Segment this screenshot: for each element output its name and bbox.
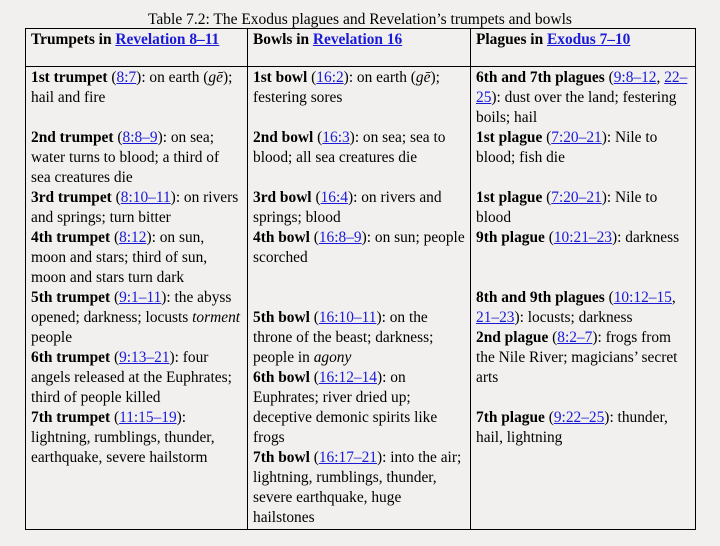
header-cell-trumpets	[26, 29, 248, 67]
entry-trumpet-1: 1st trumpet (8:7): on earth (gē); hail and fire	[31, 69, 233, 106]
entry-label: 2nd trumpet	[31, 129, 114, 146]
entry-trumpet-4: 4th trumpet (8:12): on sun, moon and stars; third of sun, moon and stars turn dark	[31, 229, 208, 286]
verse-link[interactable]: 7:20–21	[551, 189, 602, 206]
spacer	[253, 108, 465, 128]
entry-text: : lightning, rumblings, thunder, earthquake, severe hailstorm	[31, 409, 215, 466]
entry-trumpet-7: 7th trumpet (11:15–19): lightning, rumblings, thunder, earthquake, severe hailstorm	[31, 409, 215, 466]
header-prefix: Trumpets in	[31, 31, 116, 48]
entry-plagues-8-9: 8th and 9th plagues (10:12–15, 21–23): locusts; darkness	[476, 289, 676, 326]
header-link-revelation-8-11[interactable]: Revelation 8–11	[115, 31, 220, 48]
entry-text: : dust over the land; festering boils; hail	[476, 89, 677, 126]
entry-label: 1st plague	[476, 129, 543, 146]
entry-bowl-4: 4th bowl (16:8–9): on sun; people scorched	[253, 229, 465, 266]
entry-label: 1st bowl	[253, 69, 308, 86]
entry-label: 7th plague	[476, 409, 545, 426]
entry-text: : frogs from the Nile River; magicians’ secret arts	[476, 329, 678, 386]
verse-link[interactable]: 7:20–21	[551, 129, 602, 146]
plagues-table	[25, 28, 696, 530]
verse-link[interactable]: 16:3	[322, 129, 350, 146]
table-caption: Table 7.2: The Exodus plagues and Revelation’s trumpets and bowls	[148, 11, 572, 28]
entry-trumpet-3: 3rd trumpet (8:10–11): on rivers and springs; turn bitter	[31, 189, 239, 226]
verse-link[interactable]: 16:12–14	[318, 369, 378, 386]
spacer	[476, 268, 690, 288]
entry-label: 7th trumpet	[31, 409, 111, 426]
entry-text: : darkness	[617, 229, 680, 246]
spacer	[253, 168, 465, 188]
entry-text: : thunder, hail, lightning	[476, 409, 668, 446]
entry-bowl-2: 2nd bowl (16:3): on sea; sea to blood; all sea creatures die	[253, 129, 446, 166]
entry-label: 5th trumpet	[31, 289, 111, 306]
entry-plague-1b: 1st plague (7:20–21): Nile to blood	[476, 189, 658, 226]
header-cell-bowls	[248, 29, 471, 67]
verse-link[interactable]: 16:4	[320, 189, 348, 206]
table-body-row	[26, 67, 696, 530]
entry-text: : locusts; darkness	[519, 309, 633, 326]
entry-label: 7th bowl	[253, 449, 310, 466]
entry-trumpet-6: 6th trumpet (9:13–21): four angels released at the Euphrates; third of people killed	[31, 349, 232, 406]
entry-text: : on earth (gē); hail and fire	[31, 69, 233, 106]
header-link-exodus-7-10[interactable]: Exodus 7–10	[546, 31, 631, 48]
verse-link[interactable]: 11:15–19	[119, 409, 177, 426]
verse-link[interactable]: 21–23	[476, 309, 515, 326]
verse-link[interactable]: 16:8–9	[318, 229, 362, 246]
entry-text: : on rivers and springs; turn bitter	[31, 189, 239, 226]
verse-link[interactable]: 16:17–21	[318, 449, 378, 466]
header-link-revelation-16[interactable]: Revelation 16	[312, 31, 403, 48]
spacer	[476, 248, 690, 268]
entry-plague-2: 2nd plague (8:2–7): frogs from the Nile River; magicians’ secret arts	[476, 329, 678, 386]
entry-label: 1st trumpet	[31, 69, 108, 86]
entry-label: 6th trumpet	[31, 349, 111, 366]
entry-label: 2nd bowl	[253, 129, 314, 146]
table-header-row	[26, 29, 696, 67]
header-prefix: Plagues in	[476, 31, 547, 48]
entry-text: : on the throne of the beast; darkness; people in agony	[253, 309, 434, 366]
spacer	[31, 108, 242, 128]
verse-link[interactable]: 8:12	[119, 229, 147, 246]
entry-text: : four angels released at the Euphrates; third of people killed	[31, 349, 232, 406]
column-bowls	[248, 67, 471, 530]
column-trumpets	[26, 67, 248, 530]
header-prefix: Bowls in	[253, 31, 313, 48]
entry-text: : on rivers and springs; blood	[253, 189, 442, 226]
verse-link[interactable]: 8:2–7	[557, 329, 593, 346]
verse-link[interactable]: 9:13–21	[119, 349, 170, 366]
entry-trumpet-2: 2nd trumpet (8:8–9): on sea; water turns to blood; a third of sea creatures die	[31, 129, 220, 186]
spacer	[253, 268, 465, 288]
entry-bowl-7: 7th bowl (16:17–21): into the air; lightning, rumblings, thunder, severe earthquake, huge hailstones	[253, 449, 462, 526]
spacer	[253, 288, 465, 308]
spacer	[476, 168, 690, 188]
entry-label: 2nd plague	[476, 329, 549, 346]
entry-text: : Nile to blood; fish die	[476, 129, 658, 166]
column-plagues	[471, 67, 696, 530]
entry-label: 9th plague	[476, 229, 545, 246]
header-cell-plagues	[471, 29, 696, 67]
entry-label: 4th bowl	[253, 229, 310, 246]
verse-link[interactable]: 9:1–11	[119, 289, 162, 306]
entry-plague-7: 7th plague (9:22–25): thunder, hail, lightning	[476, 409, 668, 446]
entry-text: : on earth (gē); festering sores	[253, 69, 440, 106]
verse-link[interactable]: 10:12–15	[613, 289, 672, 306]
verse-link[interactable]: 8:7	[116, 69, 137, 86]
entry-text: : the abyss opened; darkness; locusts torment people	[31, 289, 241, 346]
entry-text: : on sea; water turns to blood; a third of sea creatures die	[31, 129, 220, 186]
verse-link[interactable]: 10:21–23	[553, 229, 612, 246]
spacer	[476, 388, 690, 408]
verse-link[interactable]: 8:10–11	[120, 189, 171, 206]
entry-text: : on sun, moon and stars; third of sun, moon and stars turn dark	[31, 229, 208, 286]
entry-label: 3rd trumpet	[31, 189, 112, 206]
verse-link[interactable]: 22–25	[476, 69, 688, 106]
entry-text: : on sun; people scorched	[253, 229, 465, 266]
entry-label: 5th bowl	[253, 309, 310, 326]
entry-bowl-3: 3rd bowl (16:4): on rivers and springs; blood	[253, 189, 442, 226]
entry-label: 8th and 9th plagues	[476, 289, 605, 306]
verse-link[interactable]: 8:8–9	[122, 129, 158, 146]
entry-plagues-6-7: 6th and 7th plagues (9:8–12, 22–25): dust over the land; festering boils; hail	[476, 69, 688, 126]
entry-text: : Nile to blood	[476, 189, 658, 226]
entry-bowl-5: 5th bowl (16:10–11): on the throne of the beast; darkness; people in agony	[253, 309, 434, 366]
entry-text: : on sea; sea to blood; all sea creatures die	[253, 129, 446, 166]
entry-label: 6th and 7th plagues	[476, 69, 605, 86]
verse-link[interactable]: 16:10–11	[318, 309, 377, 326]
entry-text: : on Euphrates; river dried up; deceptive demonic spirits like frogs	[253, 369, 438, 446]
entry-plague-9: 9th plague (10:21–23): darkness	[476, 229, 680, 246]
entry-trumpet-5: 5th trumpet (9:1–11): the abyss opened; darkness; locusts torment people	[31, 289, 241, 346]
verse-link[interactable]: 9:22–25	[553, 409, 605, 426]
entry-label: 3rd bowl	[253, 189, 312, 206]
entry-label: 6th bowl	[253, 369, 310, 386]
entry-text: : into the air; lightning, rumblings, thunder, severe earthquake, huge hailstones	[253, 449, 462, 526]
verse-link[interactable]: 16:2	[316, 69, 344, 86]
verse-link[interactable]: 9:8–12	[613, 69, 657, 86]
entry-bowl-1: 1st bowl (16:2): on earth (gē); festering sores	[253, 69, 440, 106]
entry-label: 1st plague	[476, 189, 543, 206]
entry-plague-1a: 1st plague (7:20–21): Nile to blood; fish die	[476, 129, 658, 166]
entry-label: 4th trumpet	[31, 229, 111, 246]
entry-bowl-6: 6th bowl (16:12–14): on Euphrates; river dried up; deceptive demonic spirits like frogs	[253, 369, 438, 446]
